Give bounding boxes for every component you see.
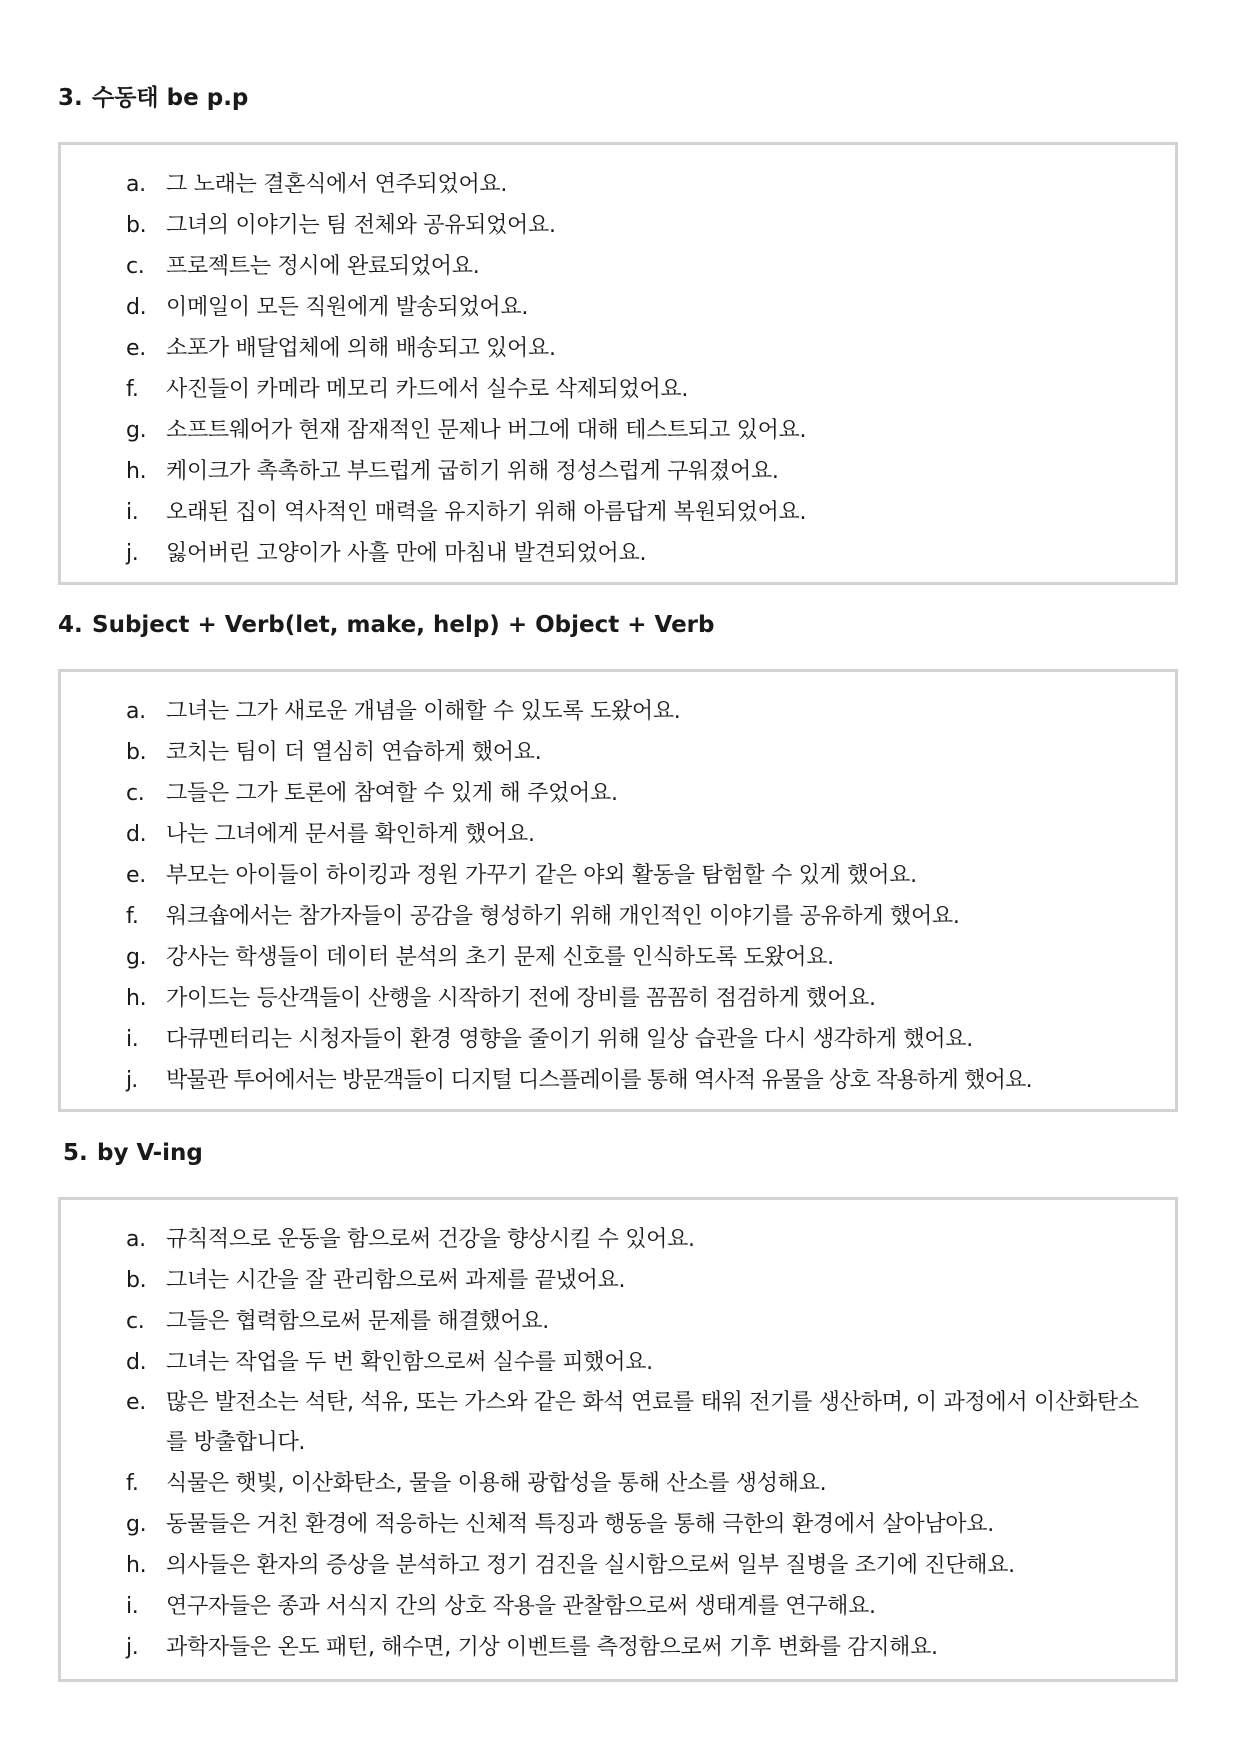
item-marker: i. <box>126 1027 139 1052</box>
section-3-box <box>58 142 1178 585</box>
list-item <box>61 732 1175 773</box>
list-item <box>61 164 1175 205</box>
list-item <box>61 814 1175 855</box>
list-item <box>61 451 1175 492</box>
item-text: 잃어버린 고양이가 사흘 만에 마침내 발견되었어요. <box>166 541 647 566</box>
list-item <box>61 492 1175 533</box>
item-text: 식물은 햇빛, 이산화탄소, 물을 이용해 광합성을 통해 산소를 생성해요. <box>166 1471 827 1496</box>
list-item <box>61 1504 1175 1545</box>
item-text: 규칙적으로 운동을 함으로써 건강을 향상시킬 수 있어요. <box>166 1227 695 1252</box>
item-text: 가이드는 등산객들이 산행을 시작하기 전에 장비를 꼼꼼히 점검하게 했어요. <box>166 986 876 1011</box>
item-marker: g. <box>126 1512 147 1537</box>
section-3-list <box>61 164 1175 574</box>
item-text: 케이크가 촉촉하고 부드럽게 굽히기 위해 정성스럽게 구워졌어요. <box>166 459 779 484</box>
list-item <box>61 1463 1175 1504</box>
item-text: 그들은 그가 토론에 참여할 수 있게 해 주었어요. <box>166 781 618 806</box>
item-text: 과학자들은 온도 패턴, 해수면, 기상 이벤트를 측정함으로써 기후 변화를 감지해요. <box>166 1635 938 1660</box>
list-item <box>61 369 1175 410</box>
item-marker: d. <box>126 822 147 847</box>
item-text: 연구자들은 종과 서식지 간의 상호 작용을 관찰함으로써 생태계를 연구해요. <box>166 1594 876 1619</box>
section-4-box <box>58 669 1178 1112</box>
list-item <box>61 533 1175 574</box>
item-text: 워크숍에서는 참가자들이 공감을 형성하기 위해 개인적인 이야기를 공유하게 했어요. <box>166 904 960 929</box>
list-item <box>61 1627 1175 1668</box>
list-item <box>61 287 1175 328</box>
item-text: 프로젝트는 정시에 완료되었어요. <box>166 254 480 279</box>
section-title-text: Subject + Verb(let, make, help) + Object + Verb <box>92 612 715 638</box>
item-text: 코치는 팀이 더 열심히 연습하게 했어요. <box>166 740 542 765</box>
item-text: 많은 발전소는 석탄, 석유, 또는 가스와 같은 화석 연료를 태워 전기를 생산하며, 이 과정에서 이산화탄소를 방출합니다. <box>166 1390 1139 1455</box>
item-text: 강사는 학생들이 데이터 분석의 초기 문제 신호를 인식하도록 도왔어요. <box>166 945 834 970</box>
list-item <box>61 896 1175 937</box>
item-marker: a. <box>126 172 146 197</box>
list-item <box>61 205 1175 246</box>
section-title-text: by V-ing <box>97 1140 203 1166</box>
section-number: 5. <box>63 1140 88 1166</box>
section-number: 3. <box>58 85 83 111</box>
item-marker: a. <box>126 1227 146 1252</box>
list-item <box>61 410 1175 451</box>
item-marker: c. <box>126 1309 145 1334</box>
item-text: 의사들은 환자의 증상을 분석하고 정기 검진을 실시함으로써 일부 질병을 조기에 진단해요. <box>166 1553 1015 1578</box>
item-marker: e. <box>126 1390 146 1415</box>
section-5-list <box>61 1219 1175 1668</box>
item-marker: j. <box>126 1068 138 1093</box>
item-marker: b. <box>126 213 147 238</box>
item-marker: d. <box>126 1350 147 1375</box>
item-text: 그녀의 이야기는 팀 전체와 공유되었어요. <box>166 213 556 238</box>
list-item <box>61 246 1175 287</box>
list-item <box>61 1060 1175 1101</box>
list-item <box>61 1260 1175 1301</box>
item-text: 부모는 아이들이 하이킹과 정원 가꾸기 같은 야외 활동을 탐험할 수 있게 했어요. <box>166 863 917 888</box>
item-marker: j. <box>126 1635 139 1660</box>
item-marker: b. <box>126 740 147 765</box>
item-text: 그 노래는 결혼식에서 연주되었어요. <box>166 172 508 197</box>
item-text: 소프트웨어가 현재 잠재적인 문제나 버그에 대해 테스트되고 있어요. <box>166 418 807 443</box>
item-marker: e. <box>126 863 146 888</box>
section-5-box <box>58 1197 1178 1682</box>
item-marker: h. <box>126 1553 147 1578</box>
item-marker: j. <box>126 541 139 566</box>
item-text: 소포가 배달업체에 의해 배송되고 있어요. <box>166 336 556 361</box>
list-item <box>61 1545 1175 1586</box>
section-4-title <box>58 610 714 640</box>
item-text: 다큐멘터리는 시청자들이 환경 영향을 줄이기 위해 일상 습관을 다시 생각하게 했어요. <box>166 1027 973 1052</box>
item-marker: h. <box>126 459 147 484</box>
item-marker: h. <box>126 986 147 1011</box>
item-text: 그녀는 작업을 두 번 확인함으로써 실수를 피했어요. <box>166 1350 653 1375</box>
section-4-list <box>61 691 1175 1101</box>
list-item <box>61 937 1175 978</box>
item-marker: i. <box>126 1594 139 1619</box>
item-marker: f. <box>126 377 139 402</box>
list-item <box>61 1586 1175 1627</box>
item-marker: c. <box>126 781 145 806</box>
list-item <box>61 855 1175 896</box>
list-item <box>61 978 1175 1019</box>
item-marker: g. <box>126 418 147 443</box>
item-marker: g. <box>126 945 147 970</box>
section-5-title <box>63 1138 203 1168</box>
item-text: 이메일이 모든 직원에게 발송되었어요. <box>166 295 529 320</box>
list-item <box>61 1219 1175 1260</box>
item-text: 그녀는 그가 새로운 개념을 이해할 수 있도록 도왔어요. <box>166 699 681 724</box>
item-marker: f. <box>126 1471 139 1496</box>
item-marker: f. <box>126 904 139 929</box>
item-text: 동물들은 거친 환경에 적응하는 신체적 특징과 행동을 통해 극한의 환경에서 살아남아요. <box>166 1512 994 1537</box>
item-text: 그녀는 시간을 잘 관리함으로써 과제를 끝냈어요. <box>166 1268 626 1293</box>
section-3-title <box>58 83 248 113</box>
item-text: 사진들이 카메라 메모리 카드에서 실수로 삭제되었어요. <box>166 377 689 402</box>
list-item <box>61 1383 1175 1463</box>
list-item <box>61 1019 1175 1060</box>
item-text: 그들은 협력함으로써 문제를 해결했어요. <box>166 1309 549 1334</box>
item-text: 나는 그녀에게 문서를 확인하게 했어요. <box>166 822 535 847</box>
item-marker: e. <box>126 336 146 361</box>
item-marker: i. <box>126 500 139 525</box>
item-marker: a. <box>126 699 146 724</box>
section-title-text: 수동태 be p.p <box>92 85 249 111</box>
list-item <box>61 1301 1175 1342</box>
item-marker: c. <box>126 254 145 279</box>
item-marker: b. <box>126 1268 147 1293</box>
list-item <box>61 1342 1175 1383</box>
list-item <box>61 691 1175 732</box>
item-text: 박물관 투어에서는 방문객들이 디지털 디스플레이를 통해 역사적 유물을 상호 작용하게 했어요. <box>166 1068 1032 1093</box>
item-marker: d. <box>126 295 147 320</box>
list-item <box>61 328 1175 369</box>
section-number: 4. <box>58 612 83 638</box>
list-item <box>61 773 1175 814</box>
item-text: 오래된 집이 역사적인 매력을 유지하기 위해 아름답게 복원되었어요. <box>166 500 807 525</box>
